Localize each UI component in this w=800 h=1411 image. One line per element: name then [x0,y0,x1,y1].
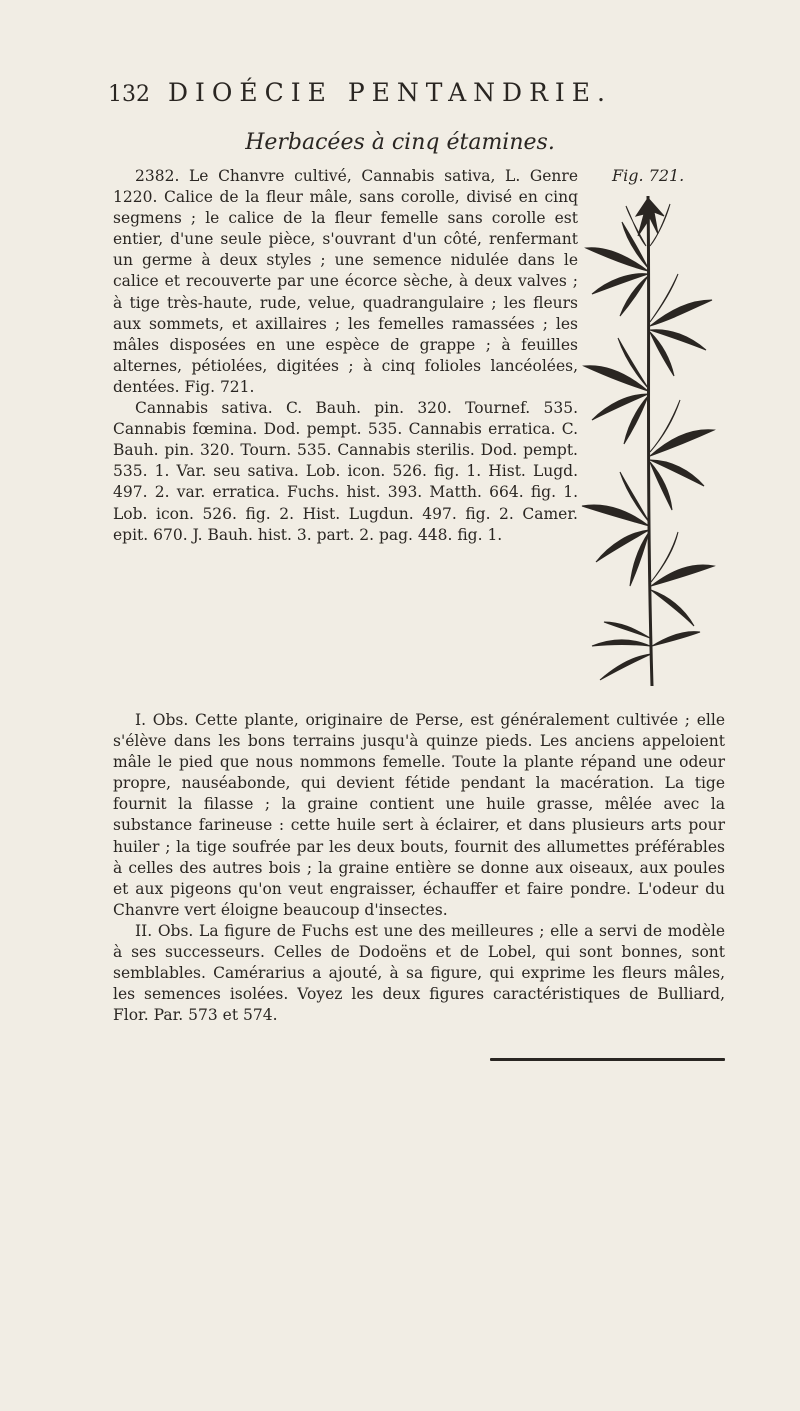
closing-rule [490,1058,725,1061]
entry-paragraph: 2382. Le Chanvre cultivé, Cannabis sativa, L. Genre 1220. Calice de la fleur mâle, sans corolle, divisé en cinq segmens ; le calice de la fleur femelle sans corolle est entier, d'une seule pièce, s'ouvrant d'un côté, renfermant un germe à deux styles ; une semence nidulée dans le calice et recouverte par une écorce sèche, à deux valves ; à tige très-haute, rude, velue, quadrangulaire ; les fleurs aux sommets, et axillaires ; les femelles ramassées ; les mâles disposées en une espèce de grappe ; à feuilles alternes, pétiolées, digitées ; à cinq folioles lancéolées, dentées. Fig. 721. [113,167,578,396]
cannabis-illustration [578,176,718,706]
page-number: 132 [108,82,150,107]
running-title: DIOÉCIE PENTANDRIE. [168,78,612,107]
section-subheading: Herbacées à cinq étamines. [245,130,555,155]
page-header [108,78,728,107]
entry-synonymy: Cannabis sativa. C. Bauh. pin. 320. Tournef. 535. Cannabis fœmina. Dod. pempt. 535. Cannabis erratica. C. Bauh. pin. 320. Tourn. 535. Cannabis sterilis. Dod. pempt. 535. 1. Var. seu sativa. Lob. icon. 526. fig. 1. Hist. Lugd. 497. 2. var. erratica. Fuchs. hist. 393. Matth. 664. fig. 1. Lob. icon. 526. fig. 2. Hist. Lugdun. 497. fig. 2. Camer. epit. 670. J. Bauh. hist. 3. part. 2. pag. 448. fig. 1. [113,399,578,544]
figure-label: Fig. 721. [612,166,685,185]
observation-2: II. Obs. La figure de Fuchs est une des meilleures ; elle a servi de modèle à ses successeurs. Celles de Dodoëns et de Lobel, qui sont bonnes, sont semblables. Camérarius a ajouté, à sa figure, qui exprime les fleurs mâles, les semences isolées. Voyez les deux figures caractéristiques de Bulliard, Flor. Par. 573 et 574. [113,921,725,1025]
observation-1: I. Obs. Cette plante, originaire de Perse, est généralement cultivée ; elle s'élève dans les bons terrains jusqu'à quinze pieds. Les anciens appeloient mâle le pied que nous nommons femelle. Toute la plante répand une odeur propre, nauséabonde, qui devient fétide pendant la macération. La tige fournit la filasse ; la graine contient une huile grasse, mêlée avec la substance farineuse : cette huile sert à éclairer, et dans plusieurs arts pour huiler ; la tige soufrée par les deux bouts, fournit des allumettes préférables à celles des autres bois ; la graine entière se donne aux oiseaux, aux poules et aux pigeons qu'on veut engraisser, échauffer et faire pondre. L'odeur du Chanvre vert éloigne beaucoup d'insectes. [113,711,725,919]
entry-column [113,166,578,546]
observations [113,710,725,1026]
